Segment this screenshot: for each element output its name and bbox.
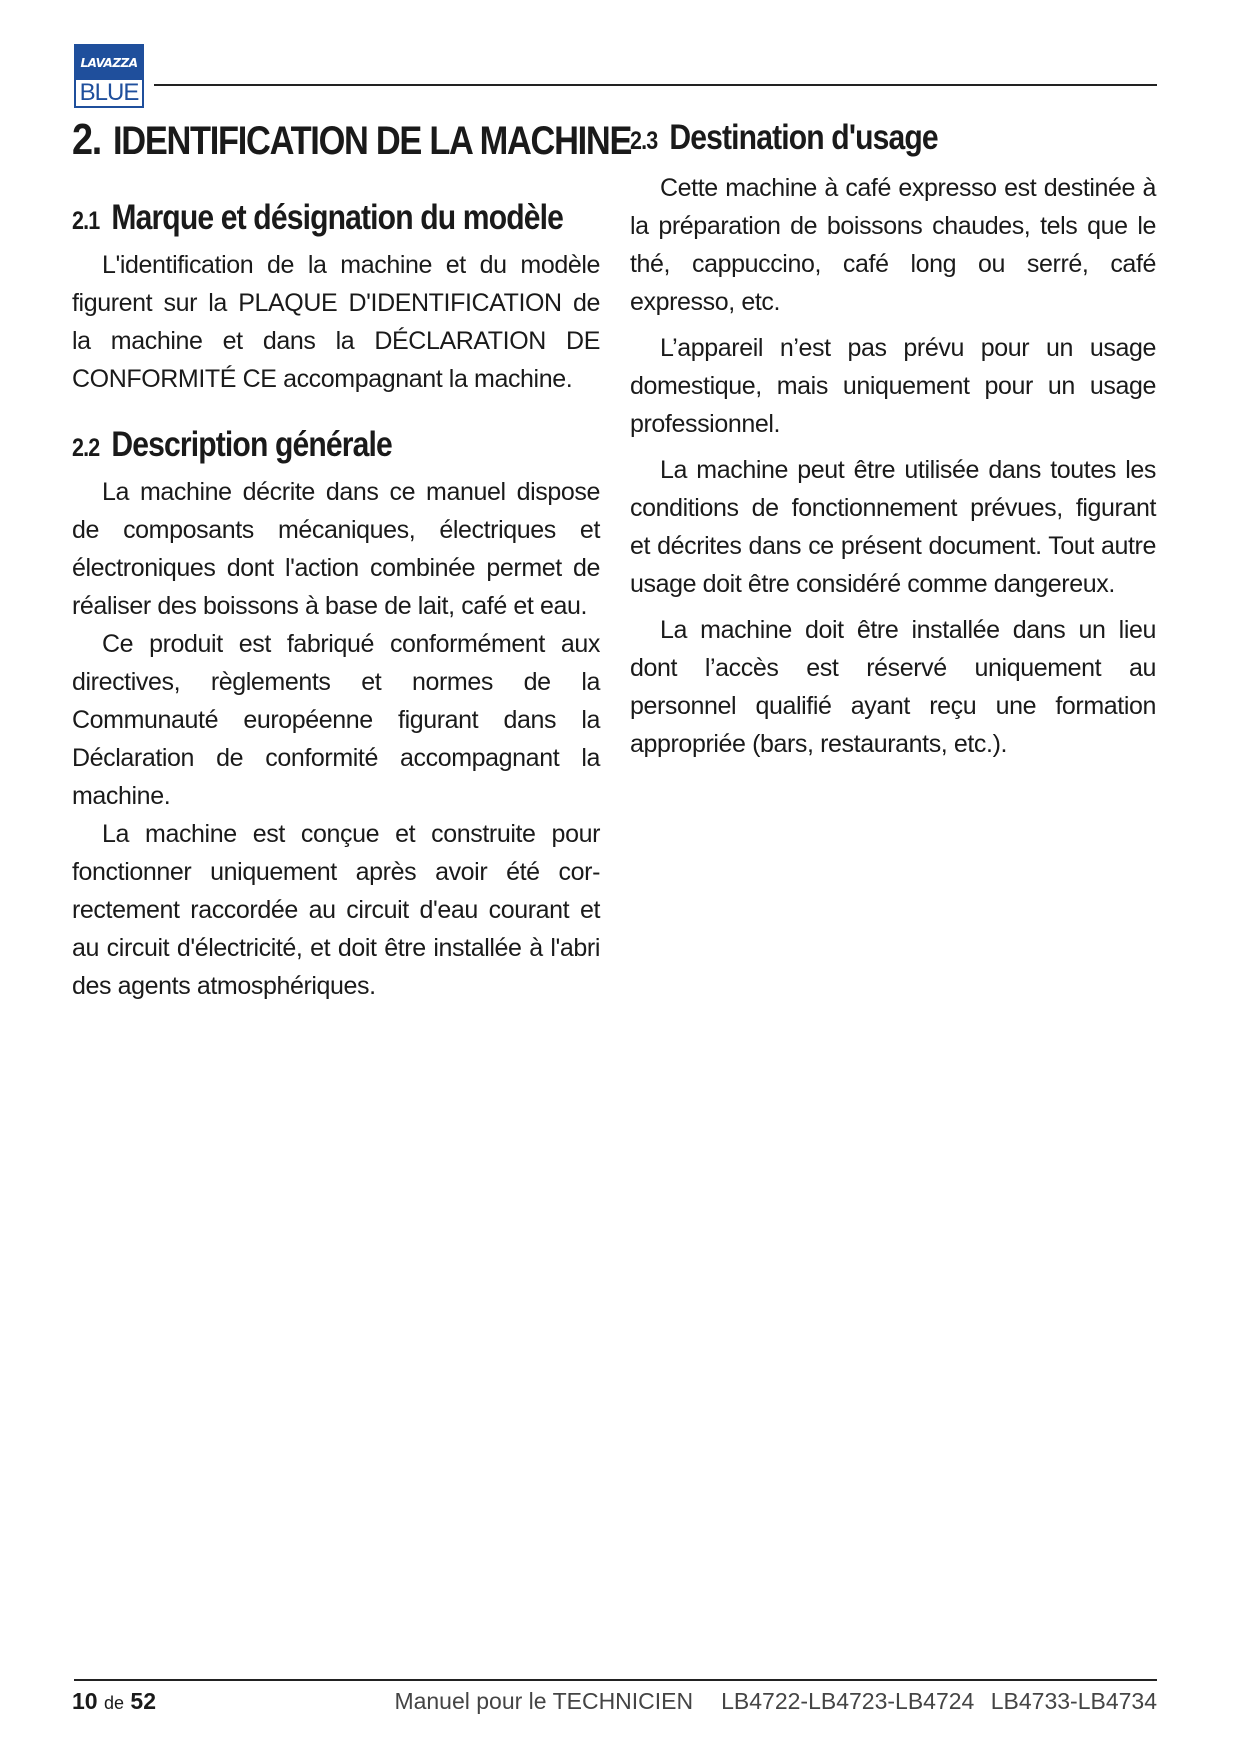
section-2-3-heading xyxy=(630,110,1082,169)
paragraph: Ce produit est fabriqué conformément aux directives, règlements et normes de la Communauté européenne figurant dans la Déclaration de conformité accompagnant la machine. xyxy=(72,630,600,810)
manual-name: Manuel pour le TECHNICIEN xyxy=(394,1688,694,1714)
model-codes-1: LB4722-LB4723-LB4724 xyxy=(721,1688,975,1714)
section-title: Destination d'usage xyxy=(669,118,938,157)
logo-line: BLUE xyxy=(79,79,139,106)
paragraph: La machine doit être installée dans un lieu dont l’accès est réservé uniquement au personnel qualifié ayant reçu une formation appropriée (bars, restaurants, etc.). xyxy=(630,616,1156,758)
header-rule xyxy=(154,84,1157,86)
paragraph: La machine peut être utilisée dans toutes les conditions de fonctionnement prévues, figurant et décrites dans ce présent document. Tout autre usage doit être considéré comme dangereux. xyxy=(630,456,1156,598)
paragraph: Cette machine à café expresso est destinée à la préparation de boissons chaudes, tels que le thé, cappuccino, café long ou serré, café expresso, etc. xyxy=(630,174,1156,316)
paragraph: L’appareil n’est pas prévu pour un usage domestique, mais uniquement pour un usage professionnel. xyxy=(630,334,1156,438)
section-number: 2.2 xyxy=(72,434,100,462)
paragraph: La machine décrite dans ce manuel dispose de composants mécaniques, électriques et électroniques dont l'action combinée permet de réaliser des boissons à base de lait, café et eau. xyxy=(72,478,600,620)
lavazza-blue-logo xyxy=(74,44,144,108)
section-title: Marque et désignation du modèle xyxy=(111,198,564,237)
page-number xyxy=(72,1686,156,1718)
total-pages: 52 xyxy=(130,1688,156,1714)
left-column xyxy=(72,110,632,1005)
page-of: de xyxy=(103,1693,125,1713)
section-2-1-heading xyxy=(72,193,564,246)
footer-info xyxy=(394,1686,1157,1716)
section-2-2-heading xyxy=(72,420,526,473)
section-title: Description générale xyxy=(111,425,392,464)
footer-rule xyxy=(74,1679,1157,1681)
right-column xyxy=(630,110,1156,763)
model-codes-2: LB4733-LB4734 xyxy=(990,1688,1157,1714)
paragraph: La machine est conçue et construite pour fonctionner uniquement après avoir été cor-rectement raccordée au circuit d'eau courant et au circuit d'électricité, et doit être installée à l'abri des agents atmosphériques. xyxy=(72,820,600,1000)
chapter-title xyxy=(72,110,632,171)
chapter-title-text: IDENTIFICATION DE LA MACHINE xyxy=(113,119,632,163)
logo-brand: LAVAZZA xyxy=(76,46,142,80)
chapter-number: 2. xyxy=(72,115,101,164)
current-page: 10 xyxy=(72,1688,98,1714)
section-number: 2.3 xyxy=(630,127,658,155)
section-number: 2.1 xyxy=(72,207,100,235)
paragraph: L'identification de la machine et du modèle figurent sur la PLAQUE D'IDENTIFICATION de la machine et dans la DÉCLARATION DE CONFORMITÉ CE accompagnant la machine. xyxy=(72,251,600,393)
